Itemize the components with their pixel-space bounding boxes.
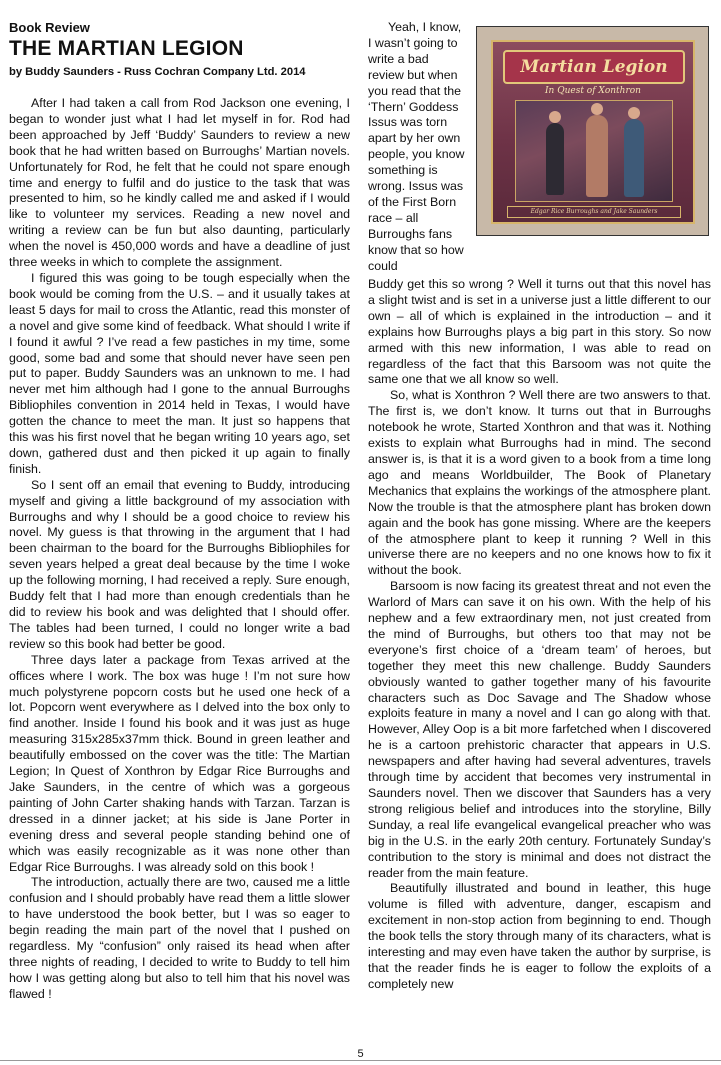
paragraph: Buddy get this so wrong ? Well it turns out that this novel has a slight twist and is set in a universe just a little different to our own – all of which is explained in the introduction – and it explains how Burroughs plays a big part in this story. So now armed with this new information, I was able to read on regardless of the fact that this Barsoom was not quite the same one that we all know so well. xyxy=(368,277,711,387)
cover-panel xyxy=(491,40,695,224)
footer-rule xyxy=(0,1060,721,1061)
paragraph: I figured this was going to be tough especially when the book would be coming from the U.S. – and it usually takes at least 5 days for mail to cross the Atlantic, read this monster of a novel and give some kind of feedback. What should I write if I found it awful ? I’ve read a few pastiches in my time, some good, some bad and some that should never have seen pen put to paper. Buddy Saunders was an unknown to me. I had never met him although had I gone to the annual Burroughs Bibliophiles convention in 2014 held in Texas, I would have gotten the chance to meet the man. It just so happens that this was his first novel that he began writing 10 years ago, set down, gathered dust and then picked it up again to finally finish. xyxy=(9,270,350,476)
cover-author-line: Edgar Rice Burroughs and Jake Saunders xyxy=(507,206,681,218)
figure-silhouette xyxy=(586,115,608,197)
book-cover-image xyxy=(476,26,709,236)
paragraph: Beautifully illustrated and bound in leather, this huge volume is filled with adventure, danger, escapism and excitement in non-stop action from beginning to end. Though the book tells the story through many of its characters, what is interesting and may even have taken the author by surprise, is that the reader finds he is eager to follow the exploits of a completely new xyxy=(368,881,711,991)
page-number: 5 xyxy=(357,1048,364,1060)
middle-column xyxy=(368,20,465,275)
cover-painting xyxy=(515,100,673,202)
figure-silhouette xyxy=(624,119,644,197)
right-column xyxy=(368,277,711,993)
paragraph: Three days later a package from Texas arrived at the offices where I work. The box was huge ! I’m not sure how much polystyrene popcorn costs but he used one heck of a lot. Popcorn went everywhere as I delved into the box only to find another. Inside I found his book and it was just as huge measuring 315x285x37mm thick. Bound in green leather and beautifully embossed on the cover was the title: The Martian Legion; In Quest of Xonthron by Edgar Rice Burroughs and Jake Saunders, in the centre of which was a gorgeous painting of John Carter shaking hands with Tarzan. Tarzan is dressed in a dinner jacket; at his side is Jane Porter in evening dress and several people standing behind one of which was easily recognizable as it was none other than Edgar Rice Burroughs. I was already sold on this book ! xyxy=(9,652,350,874)
paragraph: Yeah, I know, I wasn’t going to write a bad review but when you read that the ‘Thern’ Goddess Issus was torn apart by her own people, you know something is wrong. Issus was of the First Born race – all Burroughs fans know that so how could xyxy=(368,20,465,273)
section-label: Book Review xyxy=(9,20,90,35)
figure-head xyxy=(549,111,561,123)
figure-silhouette xyxy=(546,123,564,195)
article-title: THE MARTIAN LEGION xyxy=(9,37,244,60)
figure-head xyxy=(628,107,640,119)
cover-subtitle: In Quest of Xonthron xyxy=(545,86,641,96)
cover-title: Martian Legion xyxy=(503,50,685,84)
paragraph: The introduction, actually there are two, caused me a little confusion and I should probably have read them a little slower to have understood the book better, but I was so eager to begin reading the main part of the novel that I pushed on regardless. My “confusion” only raised its head when after three nights of reading, I decided to write to Buddy to tell him how I was getting along but also to tell him that his novel was flawed ! xyxy=(9,875,350,1001)
byline: by Buddy Saunders - Russ Cochran Company Ltd. 2014 xyxy=(9,66,306,78)
figure-head xyxy=(591,103,603,115)
paragraph: Barsoom is now facing its greatest threat and not even the Warlord of Mars can save it on his own. With the help of his nephew and a few extraordinary men, not just created from the mind of Burroughs, but others too that may not be everyone’s first choice of a ‘dream team’ of heroes, but together they meet this new challenge. Buddy Saunders obviously wanted to gather together many of his favourite characters such as Doc Savage and The Shadow whose exploits feature in many a novel and I can go along with that. However, Alley Oop is a bit more farfetched when I discovered he is a cartoon prehistoric character that appears in U.S. newspapers and after having had several adventures, travels through time by accident that becomes very instrumental in Saunders novel. Then we discover that Saunders has a very strong religious belief and introduces into the storyline, Billy Sunday, a real life evangelical evangelical preacher who was big in the U.S. in the early 20th century. Fortunately Sunday’s contribution to the story is minimal and does not distract the reader from the main feature. xyxy=(368,579,711,880)
paragraph: So I sent off an email that evening to Buddy, introducing myself and giving a little background of my association with Burroughs and why I should be a good choice to review his novel. My guess is that throwing in the argument that I had been chairman to the board for the Burroughs Bibliophiles for seven years helped a great deal because by the time I woke up the following morning, I had received a reply. Sure enough, Buddy felt that I had more than enough credentials than he did to review his book and was delighted that I should offer. The tables had been turned, I could no longer write a bad review so this book had better be good. xyxy=(9,477,350,651)
paragraph: So, what is Xonthron ? Well there are two answers to that. The first is, we don’t know. It turns out that in Burroughs notebook he wrote, Started Xonthron and that was it. Nothing exists to explain what Burroughs had in mind. The second answer is, is that it is a word given to a book from a time long ago and means Worldbuilder, The Book of Planetary Mechanics that explains the workings of the atmosphere plant. Now the trouble is that the atmosphere plant has broken down again and the book has gone missing. Where are the keepers of the atmosphere plant to keep it running ? Well in this universe there are no keepers and no one knows how to fix it without the book. xyxy=(368,388,711,578)
left-column xyxy=(9,96,350,1003)
paragraph: After I had taken a call from Rod Jackson one evening, I began to wonder just what I had let myself in for. Rod had been approached by Jeff ‘Buddy’ Saunders to review a new book that he had written based on Burroughs’ Martian novels. Unfortunately for Rod, he felt that he could not spare enough time and energy to fulfil and do justice to the task that was presented to him, so he kindly called me and asked if I would like to volunteer my services. Reading a new novel and writing a review can be fun but also daunting, particularly when the novel is 450,000 words and have a deadline of just three weeks in which to complete the assignment. xyxy=(9,96,350,270)
